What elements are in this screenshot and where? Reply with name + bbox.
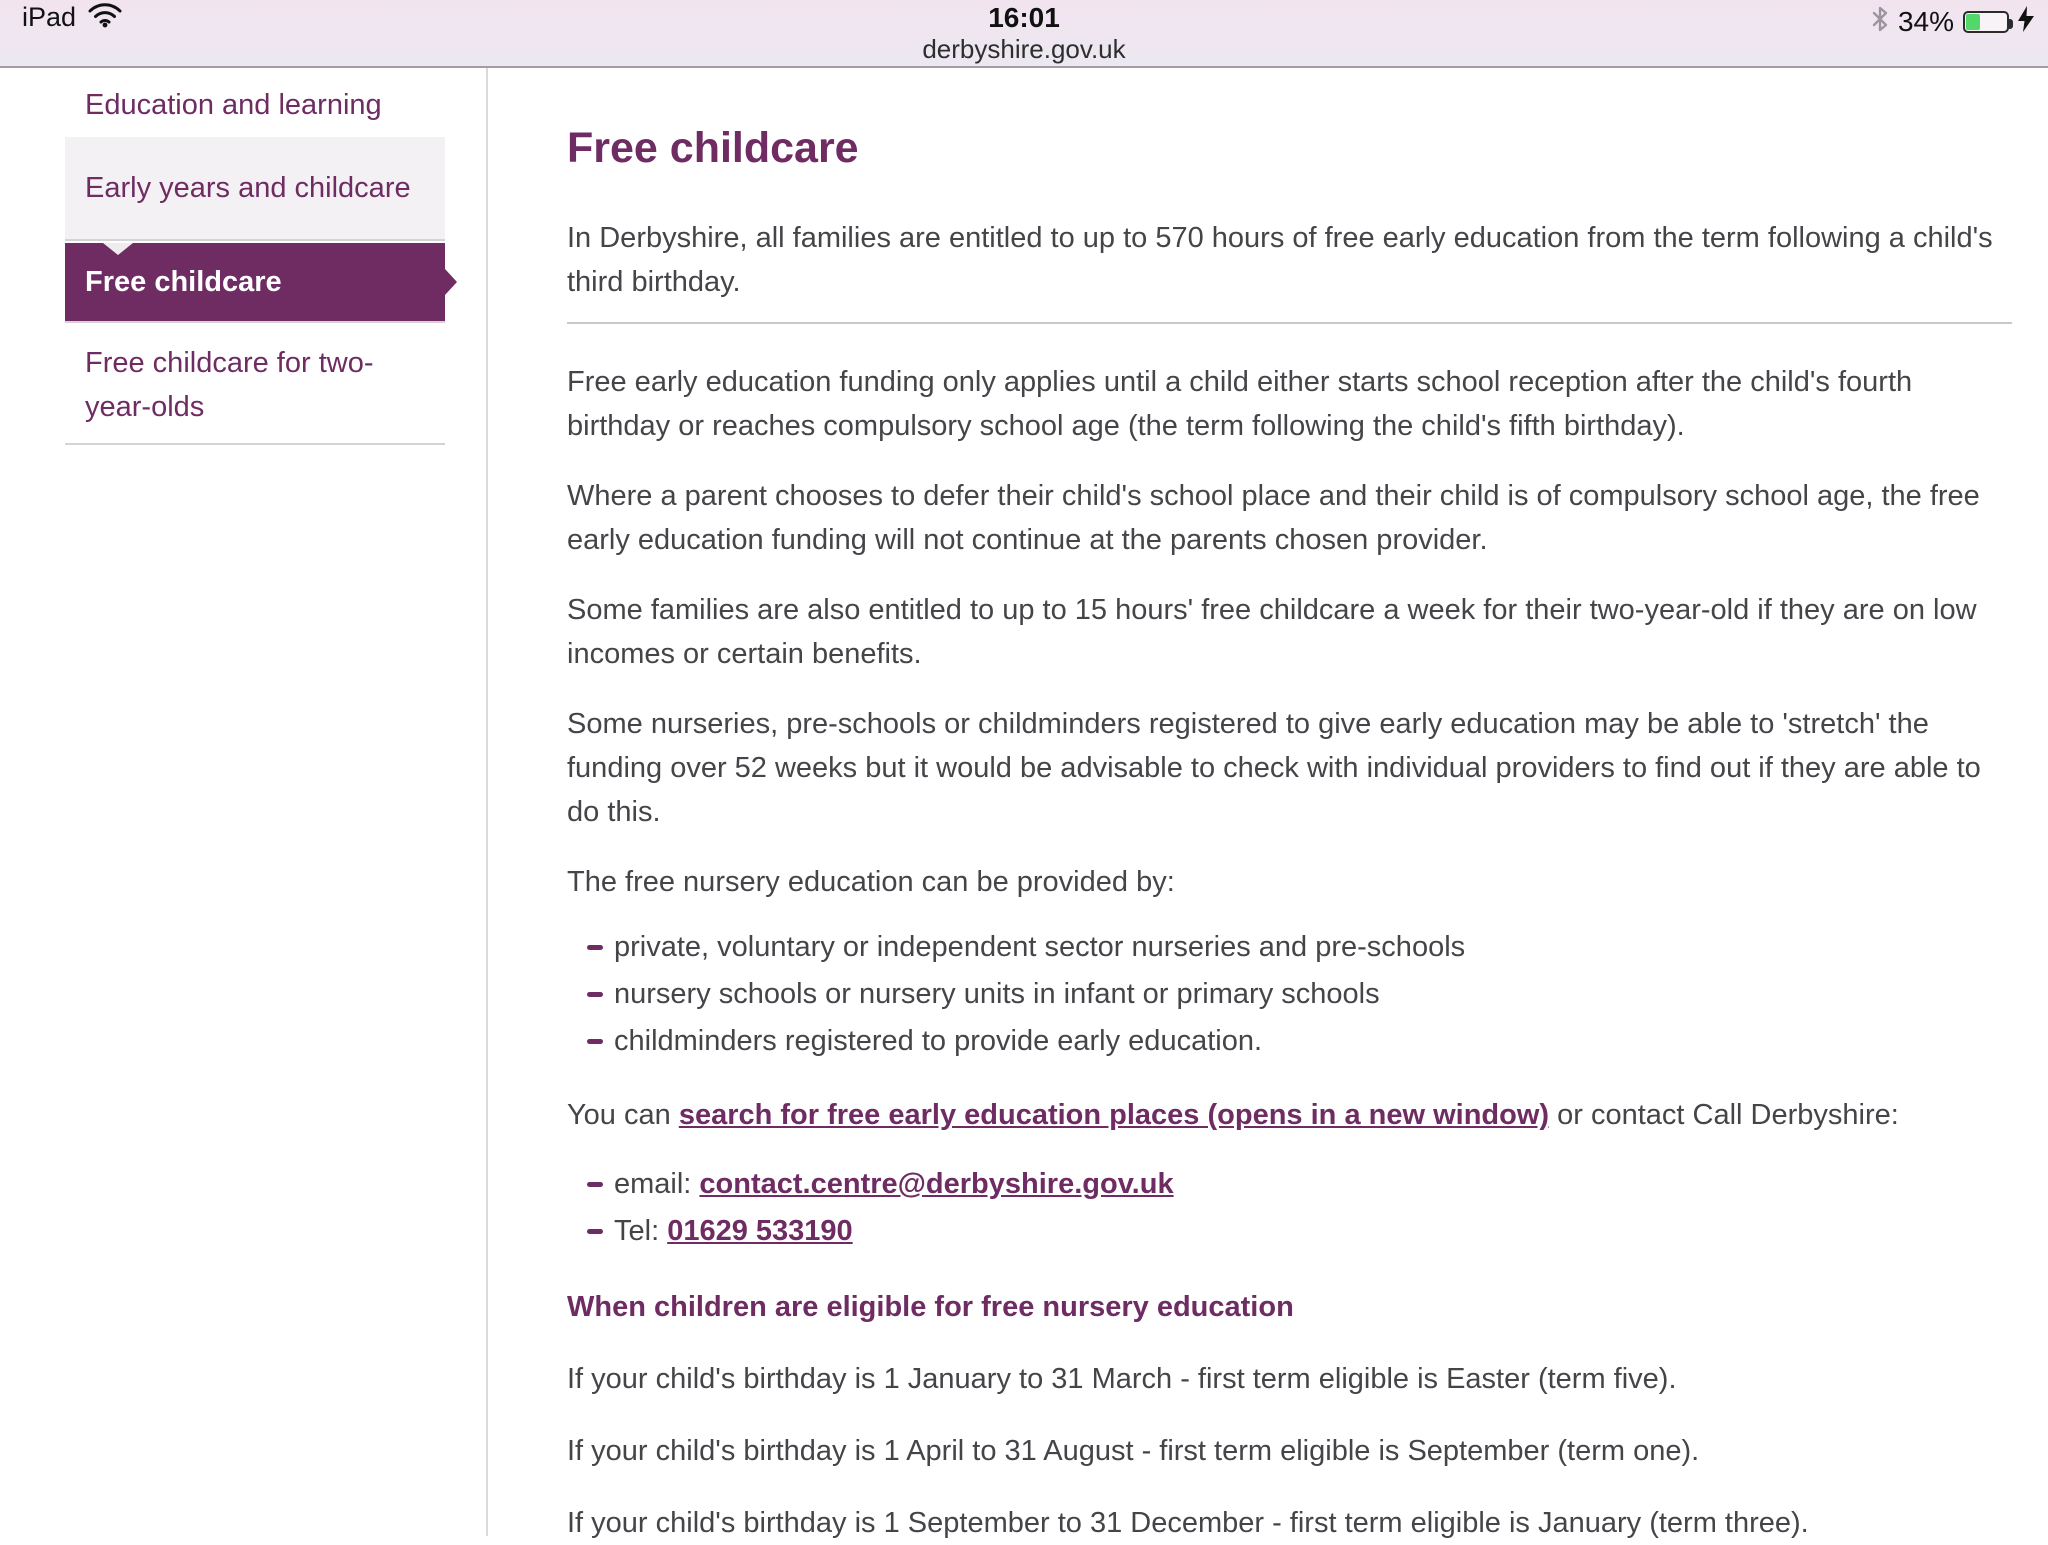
paragraph: Free early education funding only applies until a child either starts school reception after the child's fourth birthday or reaches compulsory school age (the term following the child's fifth birthday). [567,366,1913,442]
search-prefix: You can [567,1099,679,1131]
sidebar-item-free-childcare-active[interactable] [65,243,445,323]
device-label: iPad [22,2,77,32]
main-content [567,68,2012,1545]
status-right [1871,5,2034,38]
battery-icon [1963,11,2009,33]
search-suffix: or contact Call Derbyshire: [1549,1099,1899,1131]
list-item [567,924,2012,971]
tel-prefix: Tel: [614,1215,668,1247]
bullet-dash-icon [587,1229,603,1234]
contact-list [567,1161,2012,1255]
page-title: Free childcare [567,124,859,172]
email-link[interactable]: contact.centre@derbyshire.gov.uk [699,1168,1174,1200]
eligibility-paragraph: If your child's birthday is 1 January to 31 March - first term eligible is Easter (term five). [567,1363,1677,1395]
address-bar[interactable]: derbyshire.gov.uk [922,34,1126,64]
bullet-dash-icon [587,1039,603,1044]
telephone-link[interactable]: 01629 533190 [667,1215,853,1247]
list-item [567,1161,2012,1208]
list-item [567,1208,2012,1255]
sidebar-item-early-years-and-childcare[interactable] [65,137,445,241]
bullet-dash-icon [587,1182,603,1187]
bluetooth-icon [1871,5,1889,38]
charging-bolt-icon [2018,6,2034,37]
providers-intro: The free nursery education can be provided by: [567,866,1175,898]
battery-percent-label: 34% [1897,5,1954,37]
list-item [567,971,2012,1018]
sidebar-item-label: Early years and childcare [85,172,411,204]
battery-fill [1966,14,1980,30]
sidebar-item-education-and-learning[interactable] [65,85,445,125]
bullet-dash-icon [587,992,603,997]
sidebar-content-divider [486,68,488,1536]
search-sentence [567,1093,2012,1137]
eligibility-paragraph: If your child's birthday is 1 September to 31 December - first term eligible is January (term three). [567,1507,1809,1539]
paragraph: Where a parent chooses to defer their child's school place and their child is of compulsory school age, the free early education funding will not continue at the parents chosen provider. [567,480,1980,556]
paragraph: Some nurseries, pre-schools or childminders registered to give early education may be able to 'stretch' the funding over 52 weeks but it would be advisable to check with individual providers to find out if they are able to do this. [567,708,1981,828]
sidebar-nav [65,85,445,445]
intro-paragraph: In Derbyshire, all families are entitled to up to 570 hours of free early education from the term following a child's third birthday. [567,222,1993,298]
sidebar-item-label: Free childcare for two-year-olds [85,347,374,423]
list-item-text: private, voluntary or independent sector nurseries and pre-schools [614,931,1466,963]
bullet-dash-icon [587,945,603,950]
clock: 16:01 [988,2,1060,33]
paragraph: Some families are also entitled to up to 15 hours' free childcare a week for their two-year-old if they are on low incomes or certain benefits. [567,594,1977,670]
list-item-text: nursery schools or nursery units in infant or primary schools [614,978,1380,1010]
list-item-text: childminders registered to provide early education. [614,1025,1263,1057]
search-places-link[interactable]: search for free early education places (opens in a new window) [678,1099,1550,1131]
list-item [567,1018,2012,1065]
battery-nub [2009,19,2013,29]
horizontal-rule [567,322,2012,324]
sidebar-item-free-childcare-two-year-olds[interactable] [65,325,445,445]
sidebar-item-label: Education and learning [85,89,382,121]
section-subheading: When children are eligible for free nursery education [567,1291,1294,1323]
status-bar [0,0,2048,68]
eligibility-paragraph: If your child's birthday is 1 April to 31 August - first term eligible is September (term one). [567,1435,1700,1467]
sidebar-item-label: Free childcare [85,266,282,298]
email-prefix: email: [614,1168,700,1200]
providers-list [567,924,2012,1065]
